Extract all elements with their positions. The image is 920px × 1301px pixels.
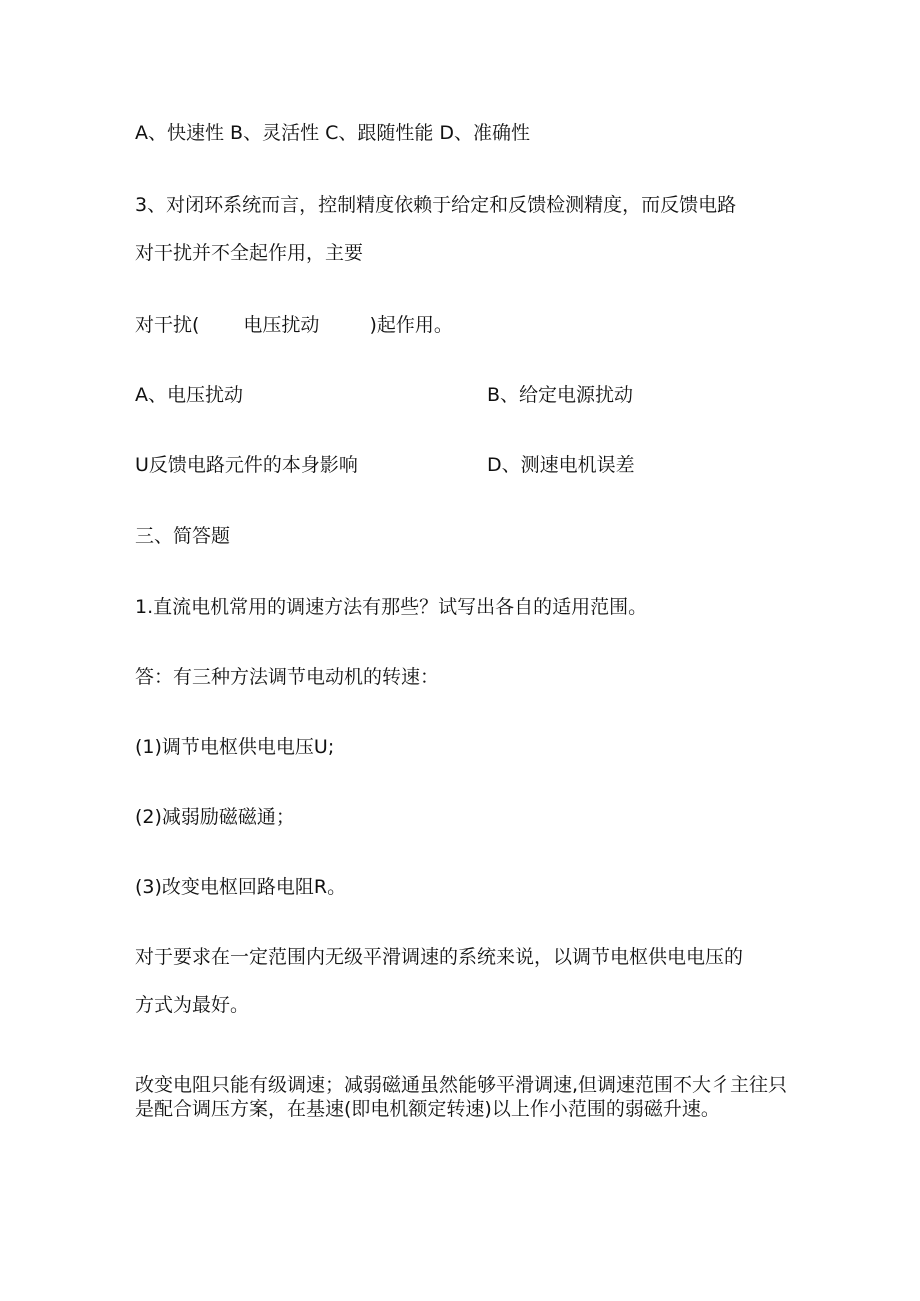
short-answer-question: 1.直流电机常用的调速方法有那些？试写出各自的适用范围。 [135,596,648,618]
q3-fill-blank [135,313,453,337]
q2-options: A、快速性 B、灵活性 C、跟随性能 D、准确性 [135,122,531,144]
q3-fill-answer: 电压扰动 [243,314,320,336]
conclusion-line-2: 方式为最好。 [135,994,250,1016]
method-2: (2)减弱励磁磁通； [135,806,295,828]
q3-option-b: B、给定电源扰动 [487,384,634,406]
q3-option-c: U反馈电路元件的本身影响 [135,454,358,476]
q3-fill-suffix: )起作用。 [369,314,453,336]
conclusion-line-1: 对于要求在一定范围内无级平滑调速的系统来说，以调节电枢供电电压的 [135,946,744,968]
answer-intro: 答：有三种方法调节电动机的转速： [135,666,440,688]
q3-option-a: A、电压扰动 [135,384,243,406]
q3-stem-line-2: 对干扰并不全起作用，主要 [135,242,364,264]
q3-stem-line-1: 3、对闭环系统而言，控制精度依赖于给定和反馈检测精度，而反馈电路 [135,194,737,216]
method-3: (3)改变电枢回路电阻R。 [135,876,347,898]
section-title: 三、简答题 [135,525,231,547]
method-1: (1)调节电枢供电电压U; [135,736,335,758]
q3-option-d: D、测速电机误差 [487,454,635,476]
q3-fill-prefix: 对干扰( [135,314,200,336]
note-paragraph: 改变电阻只能有级调速；减弱磁通虽然能够平滑调速,但调速范围不大彳主往只是配合调压方案，在基速(即电机额定转速)以上作小范围的弱磁升速。 [135,1074,788,1120]
